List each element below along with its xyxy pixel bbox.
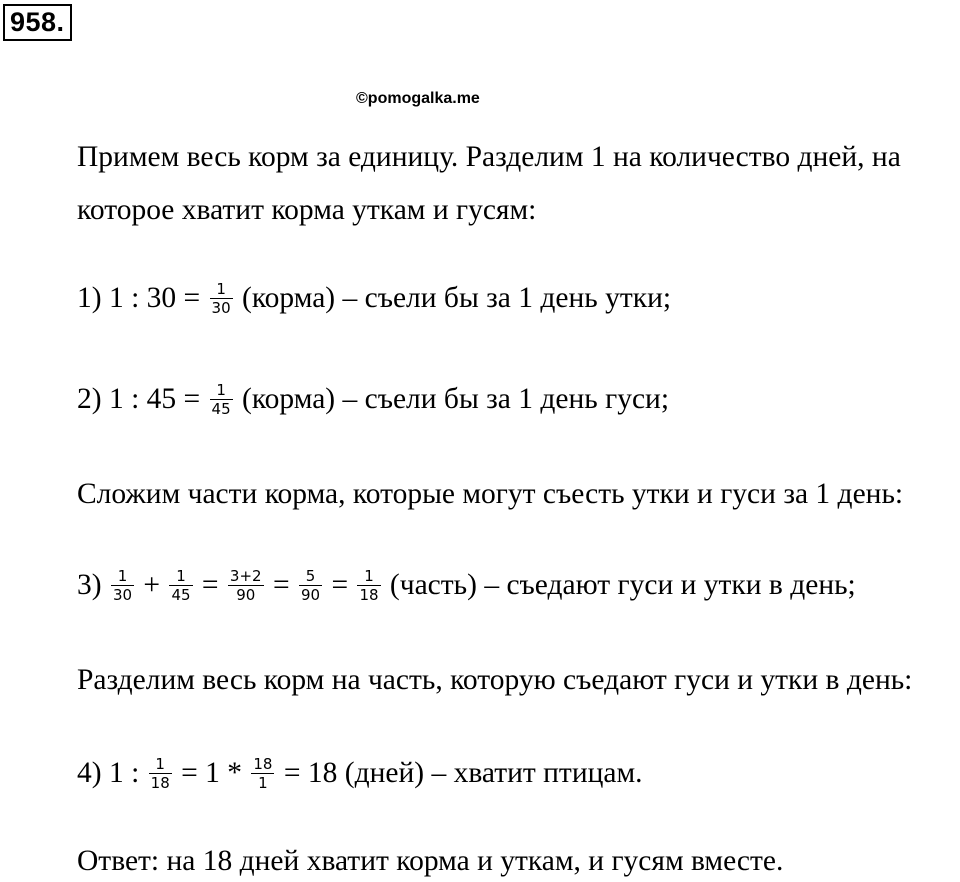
step-4-lead: 4) 1 : [77, 757, 147, 789]
fraction [228, 567, 264, 604]
fraction-numerator: 1 [117, 566, 128, 585]
intro-line-2: которое хватит корма уткам и гусям: [77, 194, 537, 226]
fraction [251, 755, 274, 792]
step-3 [77, 567, 856, 606]
fraction-denominator: 18 [150, 773, 170, 792]
fraction-numerator: 1 [155, 754, 165, 773]
divide-text: Разделим весь корм на часть, которую съедают гуси и утки в день: [77, 664, 913, 696]
mid-text: Сложим части корма, которые могут съесть утки и гуси за 1 день: [77, 478, 904, 510]
fraction-numerator: 1 [176, 566, 186, 585]
watermark: ©pomogalka.me [356, 90, 480, 107]
step-2-lead: 2) 1 : 45 = [77, 383, 208, 415]
fraction-denominator: 30 [112, 585, 133, 604]
fraction-numerator: 1 [364, 566, 374, 585]
problem-number: 958. [3, 4, 72, 41]
fraction [210, 280, 233, 317]
step-2-tail: (корма) – съели бы за 1 день гуси; [234, 383, 670, 415]
fraction [210, 381, 233, 418]
fraction-numerator: 3+2 [229, 566, 262, 585]
fraction [111, 567, 134, 604]
step-3-lead: 3) [77, 569, 109, 601]
fraction-denominator: 45 [211, 399, 231, 418]
fraction-numerator: 5 [305, 566, 316, 585]
step-2 [77, 381, 669, 420]
equals-sign: = [265, 569, 297, 601]
fraction-denominator: 1 [251, 773, 274, 792]
fraction [357, 567, 380, 604]
fraction-denominator: 18 [359, 585, 379, 604]
intro-line-1: Примем весь корм за единицу. Разделим 1 на количество дней, на [77, 141, 901, 173]
fraction [149, 755, 172, 792]
step-1-lead: 1) 1 : 30 = [77, 282, 208, 314]
fraction-numerator: 1 [216, 380, 226, 399]
equals-sign: = [324, 569, 356, 601]
fraction-denominator: 90 [300, 585, 321, 604]
fraction-denominator: 90 [228, 585, 264, 604]
answer: Ответ: на 18 дней хватит корма и уткам, и гусям вместе. [77, 845, 784, 877]
step-4 [77, 755, 643, 794]
step-1 [77, 280, 671, 319]
fraction [299, 567, 322, 604]
plus-sign: + [136, 569, 168, 601]
step-4-tail: = 18 (дней) – хватит птицам. [276, 757, 643, 789]
step-3-tail: (часть) – съедают гуси и утки в день; [382, 569, 856, 601]
fraction-denominator: 30 [211, 298, 231, 317]
fraction-numerator: 18 [253, 754, 273, 773]
equals-sign: = [194, 569, 226, 601]
step-1-tail: (корма) – съели бы за 1 день утки; [234, 282, 672, 314]
fraction [169, 567, 192, 604]
fraction-denominator: 45 [171, 585, 191, 604]
step-4-mid: = 1 * [173, 757, 250, 789]
fraction-numerator: 1 [216, 279, 226, 298]
